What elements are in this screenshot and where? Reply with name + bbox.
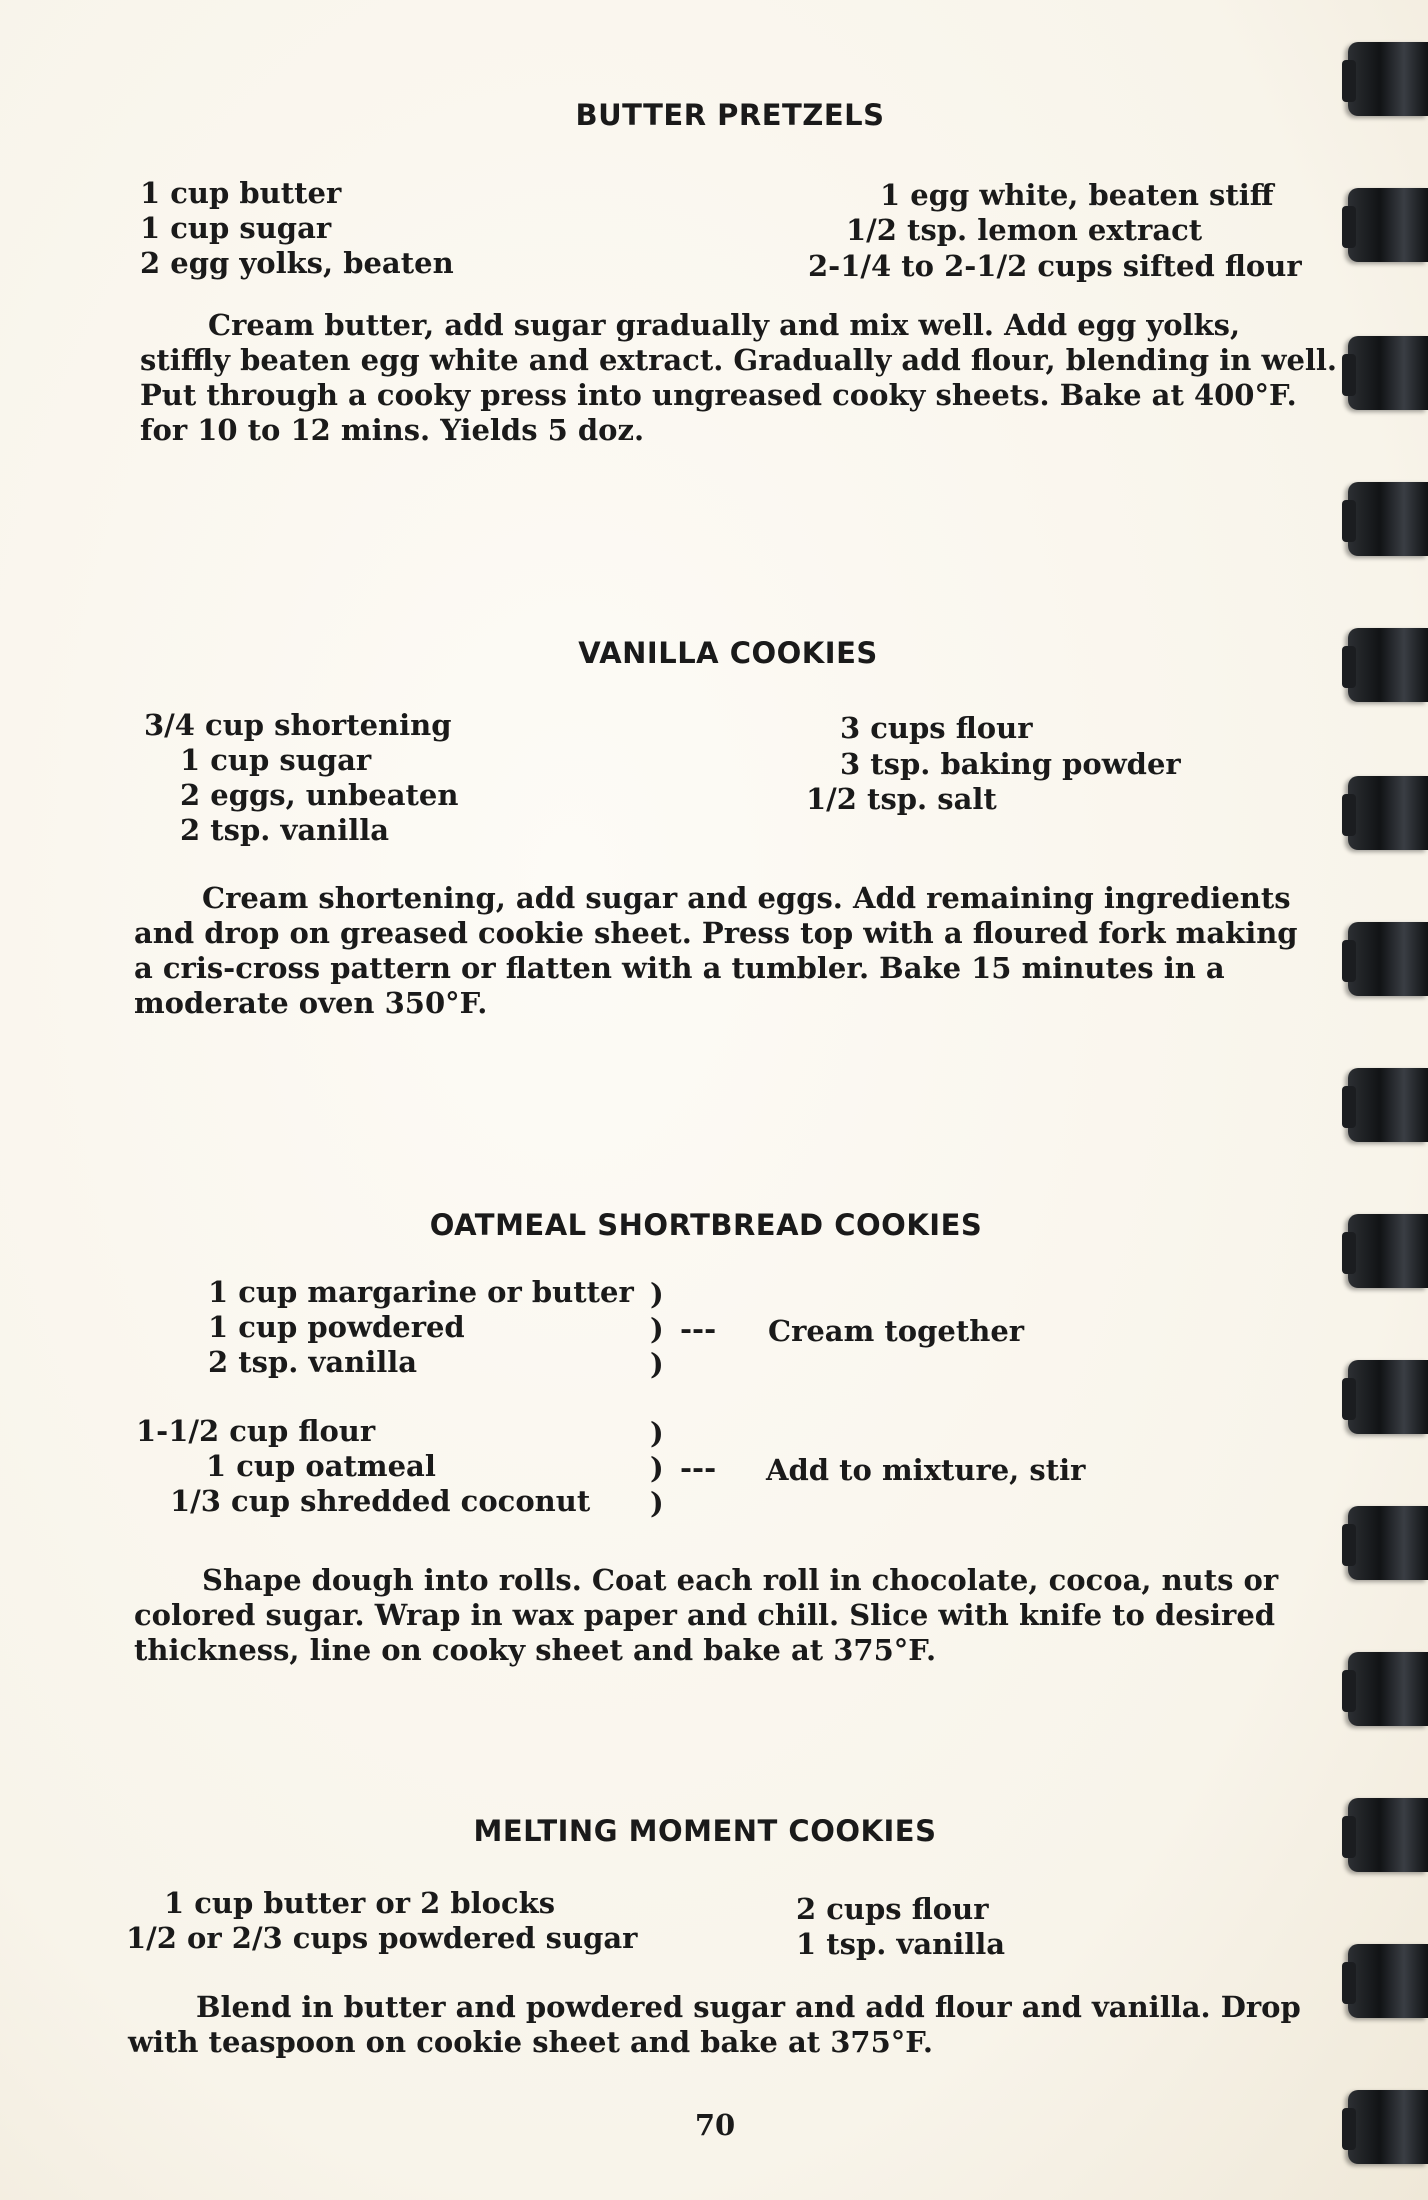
group-note: Cream together [768, 1314, 1025, 1348]
ingredient: 1 cup butter [140, 176, 342, 210]
directions-vanilla-cookies [134, 881, 1322, 1021]
direction-line: a cris-cross pattern or flatten with a tumbler. Bake 15 minutes in a [134, 951, 1225, 985]
ingredient: 2 eggs, unbeaten [180, 778, 459, 812]
spiral-ring [1348, 42, 1428, 116]
spiral-ring [1348, 1214, 1428, 1288]
spiral-ring [1348, 922, 1428, 996]
page-number: 70 [694, 2108, 736, 2142]
direction-line: Cream butter, add sugar gradually and mix well. Add egg yolks, [208, 308, 1241, 342]
group-note: Add to mixture, stir [766, 1453, 1086, 1487]
spiral-ring [1348, 1506, 1428, 1580]
recipe-title-melting-moment-cookies: MELTING MOMENT COOKIES [473, 1814, 937, 1848]
ingredient: 1 cup powdered [208, 1310, 465, 1344]
spiral-ring [1348, 1068, 1428, 1142]
ingredient: 1/2 tsp. salt [806, 782, 997, 816]
spiral-ring [1348, 482, 1428, 556]
ingredient: 2 cups flour [796, 1892, 989, 1926]
spiral-ring [1348, 2090, 1428, 2164]
ingredient: 3 cups flour [840, 711, 1033, 745]
ingredient: 1/2 or 2/3 cups powdered sugar [126, 1921, 638, 1955]
bracket: ) [650, 1451, 664, 1485]
spiral-ring [1348, 1360, 1428, 1434]
direction-line: Shape dough into rolls. Coat each roll in chocolate, cocoa, nuts or [202, 1563, 1279, 1597]
dash-connector: --- [680, 1312, 717, 1346]
ingredient: 1 cup oatmeal [206, 1449, 436, 1483]
ingredient: 2-1/4 to 2-1/2 cups sifted flour [808, 249, 1302, 283]
recipe-title-oatmeal-shortbread-cookies: OATMEAL SHORTBREAD COOKIES [429, 1208, 983, 1242]
ingredient: 1 egg white, beaten stiff [880, 178, 1274, 212]
recipe-title-butter-pretzels: BUTTER PRETZELS [575, 98, 885, 132]
direction-line: stiffly beaten egg white and extract. Gradually add flour, blending in well. [140, 343, 1338, 377]
ingredient: 2 tsp. vanilla [208, 1345, 418, 1379]
ingredient: 1/3 cup shredded coconut [170, 1484, 591, 1518]
directions-melting-moment [128, 1990, 1320, 2060]
direction-line: and drop on greased cookie sheet. Press top with a floured fork making [134, 916, 1298, 950]
spiral-ring [1348, 188, 1428, 262]
bracket: ) [650, 1312, 664, 1346]
ingredient: 1 cup sugar [180, 743, 372, 777]
ingredient: 3/4 cup shortening [144, 708, 452, 742]
direction-line: with teaspoon on cookie sheet and bake at 375°F. [128, 2025, 934, 2059]
directions-oatmeal-shortbread [134, 1563, 1322, 1668]
direction-line: Blend in butter and powdered sugar and add flour and vanilla. Drop [196, 1990, 1301, 2024]
spiral-ring [1348, 336, 1428, 410]
ingredient: 2 egg yolks, beaten [140, 246, 454, 280]
ingredient: 3 tsp. baking powder [840, 747, 1181, 781]
ingredient: 1 cup butter or 2 blocks [164, 1886, 556, 1920]
spiral-ring [1348, 628, 1428, 702]
ingredient: 1-1/2 cup flour [136, 1414, 376, 1448]
direction-line: colored sugar. Wrap in wax paper and chill. Slice with knife to desired [134, 1598, 1276, 1632]
dash-connector: --- [680, 1451, 717, 1485]
bracket: ) [650, 1277, 664, 1311]
direction-line: Cream shortening, add sugar and eggs. Add remaining ingredients [202, 881, 1291, 915]
direction-line: moderate oven 350°F. [134, 986, 488, 1020]
spiral-ring [1348, 1798, 1428, 1872]
direction-line: for 10 to 12 mins. Yields 5 doz. [140, 413, 645, 447]
direction-line: Put through a cooky press into ungreased cooky sheets. Bake at 400°F. [140, 378, 1297, 412]
bracket: ) [650, 1416, 664, 1450]
ingredient: 1 cup sugar [140, 211, 332, 245]
ingredient: 1 tsp. vanilla [796, 1927, 1006, 1961]
bracket: ) [650, 1347, 664, 1381]
direction-line: thickness, line on cooky sheet and bake at 375°F. [134, 1633, 937, 1667]
directions-butter-pretzels [140, 308, 1340, 448]
spiral-binding [1340, 0, 1428, 2200]
ingredient: 1/2 tsp. lemon extract [846, 213, 1203, 247]
recipe-title-vanilla-cookies: VANILLA COOKIES [578, 636, 878, 670]
ingredient: 1 cup margarine or butter [208, 1275, 634, 1309]
spiral-ring [1348, 1652, 1428, 1726]
spiral-ring [1348, 776, 1428, 850]
ingredient: 2 tsp. vanilla [180, 813, 390, 847]
bracket: ) [650, 1486, 664, 1520]
spiral-ring [1348, 1944, 1428, 2018]
